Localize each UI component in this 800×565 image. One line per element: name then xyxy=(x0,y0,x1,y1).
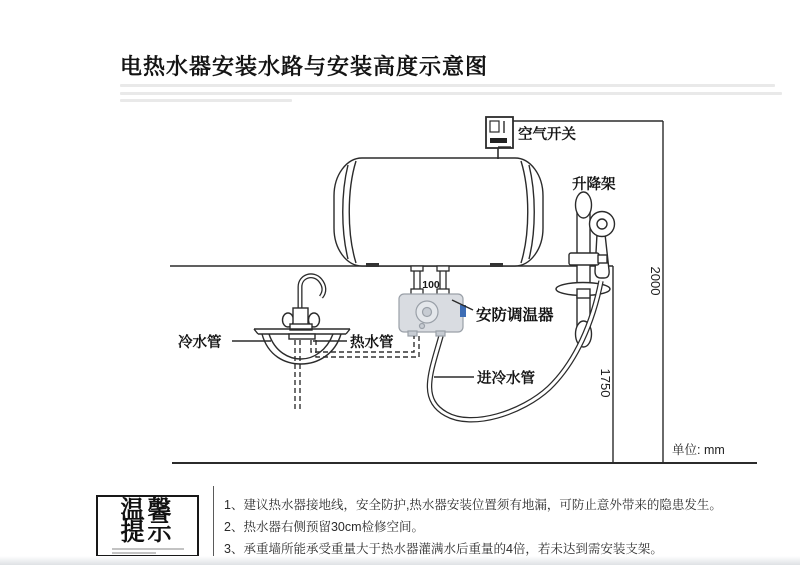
rack-slider-knob xyxy=(598,255,607,263)
thermostat-outlet-right xyxy=(436,331,445,336)
sink-drain-fitting xyxy=(289,334,315,339)
air-switch-icon-terminal xyxy=(490,138,507,143)
page-title: 电热水器安装水路与安装高度示意图 xyxy=(120,54,489,79)
tips-list xyxy=(224,497,769,563)
rack-top-cap xyxy=(576,192,592,218)
rack-rail xyxy=(577,200,590,338)
rack-slider-clamp xyxy=(569,253,599,265)
tips-badge xyxy=(96,495,199,557)
cold-pipe-label: 冷水管 xyxy=(178,335,222,351)
soap-tray-hub xyxy=(577,289,590,298)
sink-and-faucet xyxy=(254,276,350,364)
tank-mount-tab-right xyxy=(490,263,503,267)
unit-label: 单位: mm xyxy=(672,443,725,457)
thermostat-label: 安防调温器 xyxy=(476,307,554,324)
pipe-right-flange xyxy=(437,266,449,271)
air-switch-label: 空气开关 xyxy=(518,127,576,143)
tank-body xyxy=(334,158,543,266)
tip-item-2: 2、热水器右侧预留30cm检修空间。 xyxy=(224,520,425,534)
sink-rim-edge-left xyxy=(254,329,258,334)
tips-divider xyxy=(213,486,214,564)
tip-item-1: 1、建议热水器接地线，安全防护,热水器安装位置须有地漏，可防止意外带来的隐患发生。 xyxy=(224,498,722,512)
pipe-spacing-value: 100 xyxy=(422,279,440,291)
outlet-height-value: 1750 xyxy=(598,368,613,398)
air-switch xyxy=(486,117,513,159)
tips-badge-fine-print-line xyxy=(112,548,184,550)
tips-badge-line1: 温馨 xyxy=(120,496,175,525)
hot-pipe-label: 热水管 xyxy=(350,335,394,351)
thermostat-dial-center xyxy=(423,308,432,317)
lift-rack-label: 升降架 xyxy=(572,177,616,193)
shower-head-center xyxy=(597,219,607,229)
shower-lift-rack xyxy=(556,192,615,347)
pipe-left-flange xyxy=(411,266,423,271)
bottom-shade xyxy=(0,556,800,565)
tank-mount-tab-left xyxy=(366,263,379,267)
thermostat-outlet-left xyxy=(408,331,417,336)
inlet-cold-pipe-label: 进冷水管 xyxy=(477,371,535,387)
tips-badge-fine-print-line xyxy=(112,552,156,554)
tips-badge-line2: 提示 xyxy=(120,518,175,547)
water-heater-tank xyxy=(334,158,543,267)
sink-rim-edge-right xyxy=(346,329,350,334)
air-switch-icon-window xyxy=(490,121,499,132)
total-height-value: 2000 xyxy=(648,266,663,296)
thermostat-device xyxy=(399,294,466,336)
tip-item-3: 3、承重墙所能承受重量大于热水器灌满水后重量的4倍，若未达到需安装支架。 xyxy=(224,542,663,556)
thermostat-dial-dot xyxy=(420,324,425,329)
